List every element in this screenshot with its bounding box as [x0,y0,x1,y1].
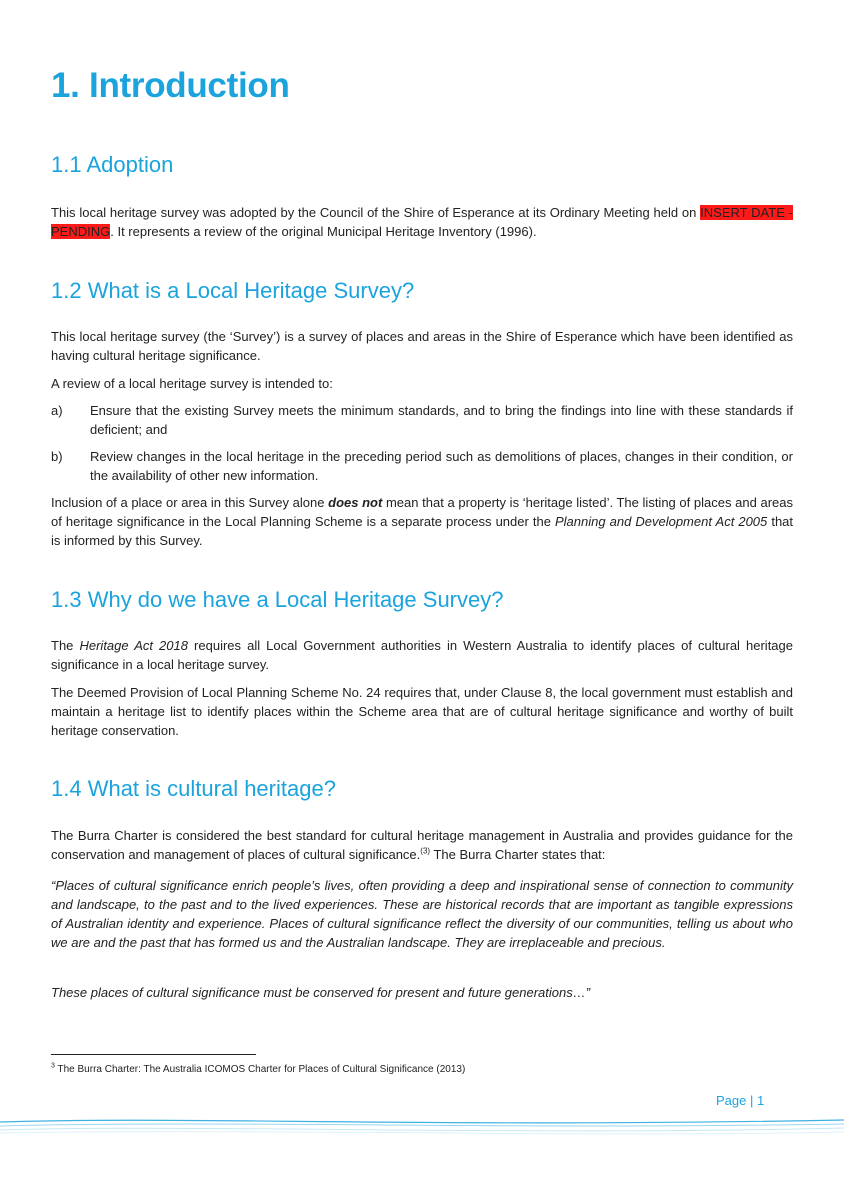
list-text: Review changes in the local heritage in the preceding period such as demolitions of places, changes in their condition, or the availability of other new information. [90,449,793,483]
adoption-paragraph [51,203,793,241]
footnote-rule [51,1054,256,1055]
act-title: Planning and Development Act 2005 [554,514,768,529]
section-heading-adoption: 1.1 Adoption [51,152,174,177]
text-run: . It represents a review of the original Municipal Heritage Inventory (1996). [110,224,537,239]
footnote-reference: (3) [420,846,431,856]
text-run: The [51,638,80,653]
footer-wave-decoration [0,1112,844,1142]
section-heading-what-is-survey: 1.2 What is a Local Heritage Survey? [51,278,415,303]
act-title: Heritage Act 2018 [79,638,188,653]
survey-paragraph-3 [51,493,793,550]
why-paragraph-2: The Deemed Provision of Local Planning Scheme No. 24 requires that, under Clause 8, the local government must establish and maintain a heritage list to identify places within the Scheme area that are of cultural heritage significance and worthy of built heritage conservation. [51,685,793,738]
list-marker: b) [51,449,63,464]
footnote [51,1064,465,1075]
why-paragraph-1 [51,636,793,674]
section-heading-cultural-heritage: 1.4 What is cultural heritage? [51,776,336,801]
pending-date-highlight: INSERT DATE - PENDING [51,205,794,239]
footnote-marker: 3 [51,1062,55,1070]
survey-paragraph-1: This local heritage survey (the ‘Survey’) is a survey of places and areas in the Shire of Esperance which have been identified as having cultural heritage significance. [51,329,793,363]
footnote-text: The Burra Charter: The Australia ICOMOS Charter for Places of Cultural Significance (2013) [54,1064,466,1075]
cultural-paragraph-1 [51,826,793,864]
burra-quote-2: These places of cultural significance must be conserved for present and future generations…” [51,985,591,1000]
text-run: The Burra Charter states that: [430,847,606,862]
text-run: mean that a property is ‘heritage listed’. The listing of places and areas of heritage significance in the Local Planning Scheme is a separate process under the [51,495,793,529]
emphasis-does-not: does not [328,495,383,510]
text-run: Inclusion of a place or area in this Survey alone [51,495,329,510]
text-run: This local heritage survey was adopted by the Council of the Shire of Esperance at its Ordinary Meeting held on [51,205,701,220]
burra-quote-1: “Places of cultural significance enrich people’s lives, often providing a deep and inspirational sense of connection to community and landscape, to the past and to the lived experiences. These are historical records that are important as tangible expressions of Australian identity and experience. Places of cultural significance reflect the diversity of our communities, telling us about who we are and the past that has formed us and the Australian landscape. They are irreplaceable and precious. [51,878,793,950]
survey-paragraph-2: A review of a local heritage survey is intended to: [51,376,333,391]
text-run: requires all Local Government authorities in Western Australia to identify places of cultural heritage significance in a local heritage survey. [51,638,793,672]
text-run: that is informed by this Survey. [51,514,794,548]
text-run: The Burra Charter is considered the best standard for cultural heritage management in Australia and provides guidance for the conservation and management of places of cultural significance. [51,828,793,862]
page-number: Page | 1 [716,1093,765,1108]
page-title: 1. Introduction [51,66,290,105]
list-marker: a) [51,403,63,418]
list-text: Ensure that the existing Survey meets the minimum standards, and to bring the findings into line with these standards if deficient; and [90,403,793,437]
section-heading-why-survey: 1.3 Why do we have a Local Heritage Survey? [51,587,504,612]
